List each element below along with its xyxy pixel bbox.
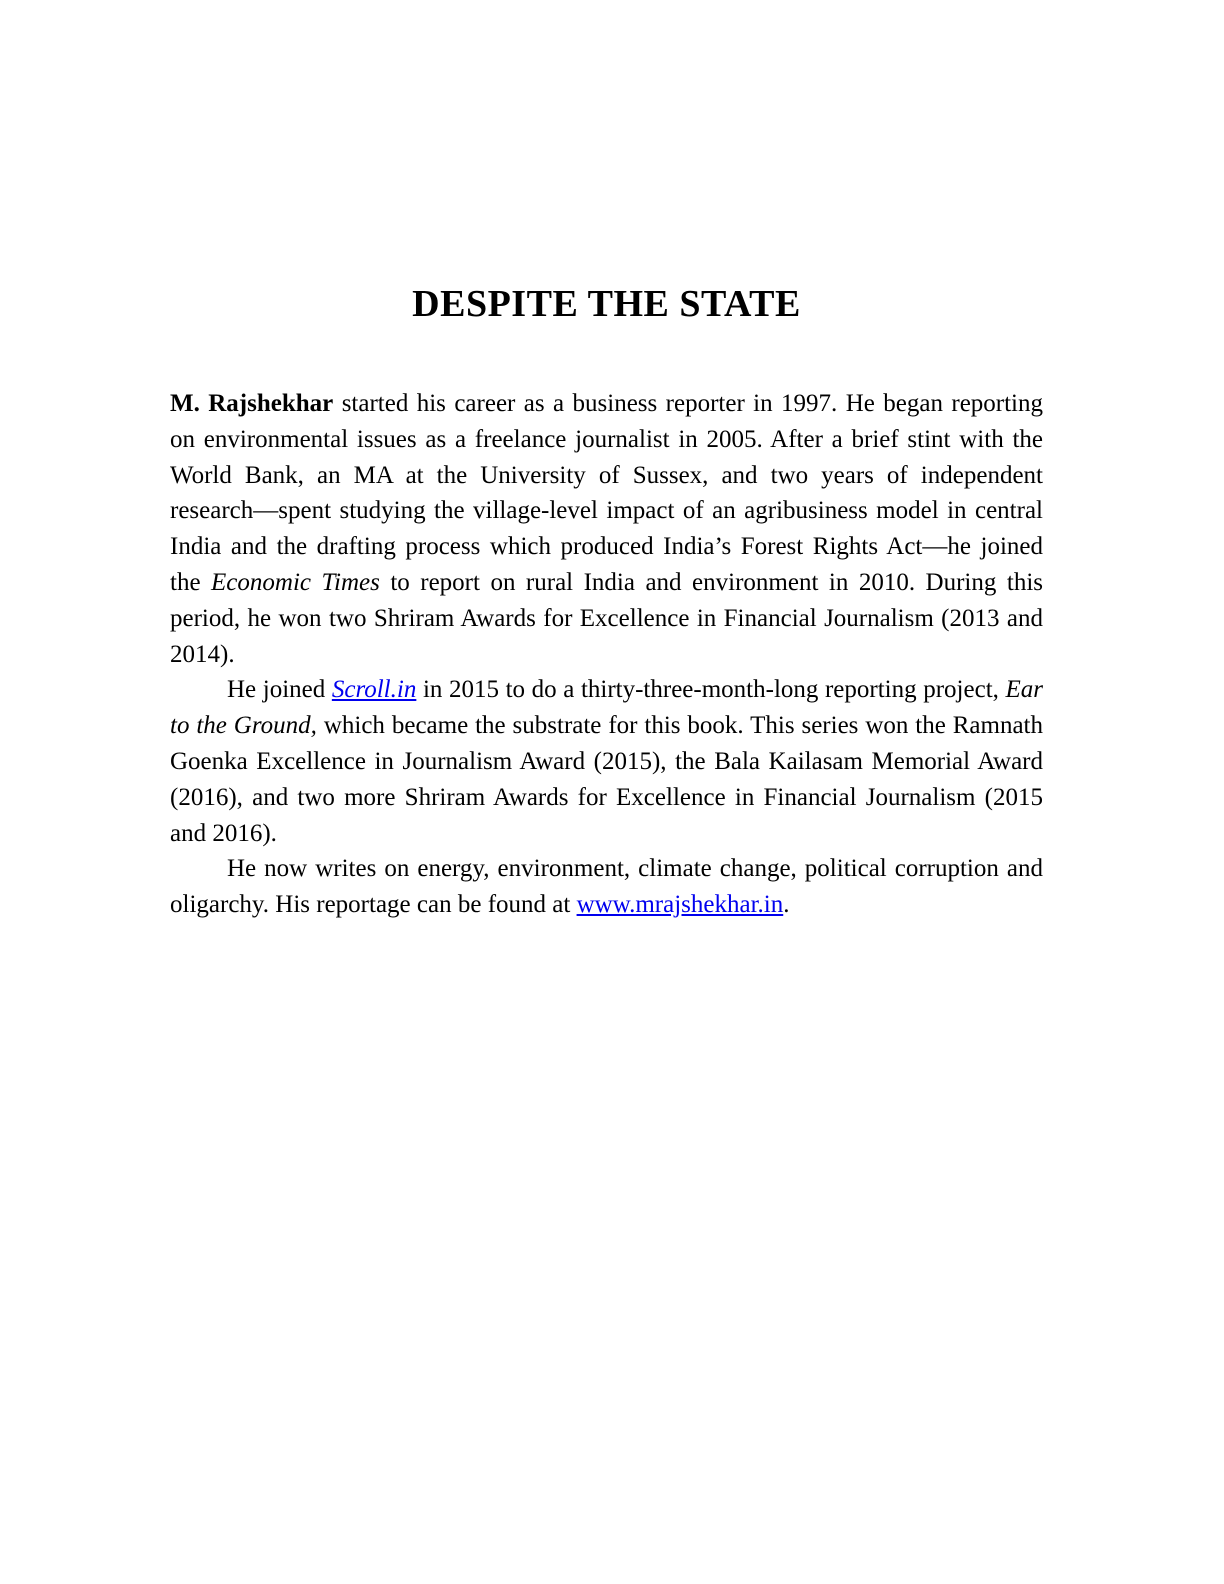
text-segment: which became the substrate for this book. This series won the Ramnath Goenka Excellence in Journalism Award (2015), the Bala Kailasam Memorial Award (2016), and two more Shriram Awards for Excellence in Financial Journalism (2015 and 2016). — [170, 712, 1043, 847]
text-segment: M. Rajshekhar — [170, 390, 334, 417]
text-segment: He now writes on energy, environment, climate change, political corruption and oligarchy. His reportage can be found at — [170, 855, 1043, 919]
page-content — [170, 282, 1043, 923]
text-segment: He joined — [227, 676, 332, 704]
paragraph — [170, 672, 1043, 851]
paragraph — [170, 386, 1043, 672]
text-segment: . — [783, 891, 790, 919]
page-title: DESPITE THE STATE — [412, 283, 801, 325]
text-segment: Ear to the Ground, — [170, 676, 1043, 740]
text-segment: to report on rural India and environment in 2010. During this period, he won two Shriram Awards for Excellence in Financial Journalism (2013 and 2014). — [170, 568, 1043, 668]
text-segment: started his career as a business reporter in 1997. He began reporting on environmental issues as a freelance journalist in 2005. After a brief stint with the World Bank, an MA at the University of Sussex, and two years of independent research—spent studying the village-level impact of an agribusiness model in central India and the drafting process which produced India’s Forest Rights Act—he joined the — [170, 390, 1044, 596]
mrajshekhar-link[interactable]: www.mrajshekhar.in — [576, 891, 784, 919]
text-segment: Economic Times — [211, 568, 380, 596]
paragraph — [170, 851, 1043, 923]
text-segment: in 2015 to do a thirty-three-month-long reporting project, — [416, 676, 1006, 704]
paragraphs — [170, 386, 1043, 923]
scroll-in-link[interactable]: Scroll.in — [331, 676, 417, 704]
